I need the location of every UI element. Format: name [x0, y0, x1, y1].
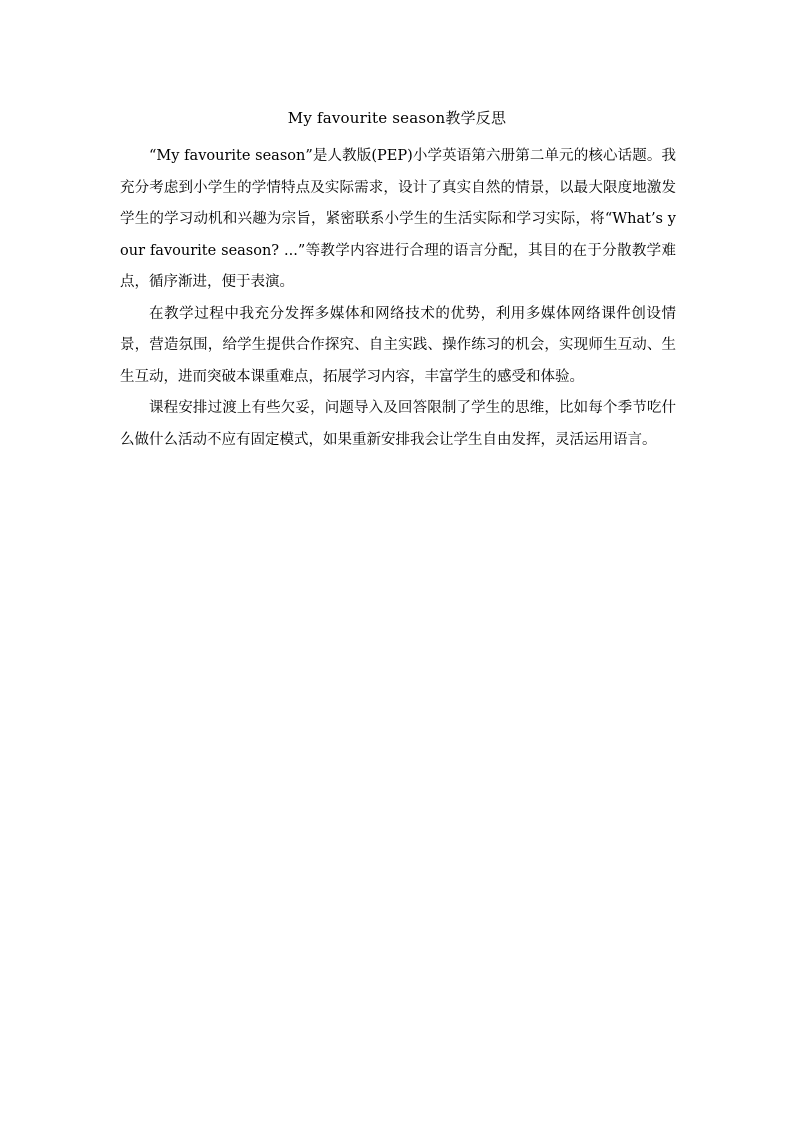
document-title: My favourite season教学反思	[287, 109, 507, 127]
document-body	[120, 141, 676, 456]
paragraph-2: 在教学过程中我充分发挥多媒体和网络技术的优势，利用多媒体网络课件创设情景，营造氛围，给学生提供合作探究、自主实践、操作练习的机会，实现师生互动、生生互动，进而突破本课重难点，拓展学习内容，丰富学生的感受和体验。	[120, 305, 676, 385]
paragraph-3: 课程安排过渡上有些欠妥，问题导入及回答限制了学生的思维，比如每个季节吃什么做什么活动不应有固定模式，如果重新安排我会让学生自由发挥，灵活运用语言。	[120, 400, 676, 448]
paragraph-1: “My favourite season”是人教版(PEP)小学英语第六册第二单元的核心话题。我充分考虑到小学生的学情特点及实际需求，设计了真实自然的情景，以最大限度地激发学生的学习动机和兴趣为宗旨，紧密联系小学生的生活实际和学习实际，将“What’s your favourite season? ...”等教学内容进行合理的语言分配，其目的在于分散教学难点，循序渐进，便于表演。	[120, 148, 676, 290]
